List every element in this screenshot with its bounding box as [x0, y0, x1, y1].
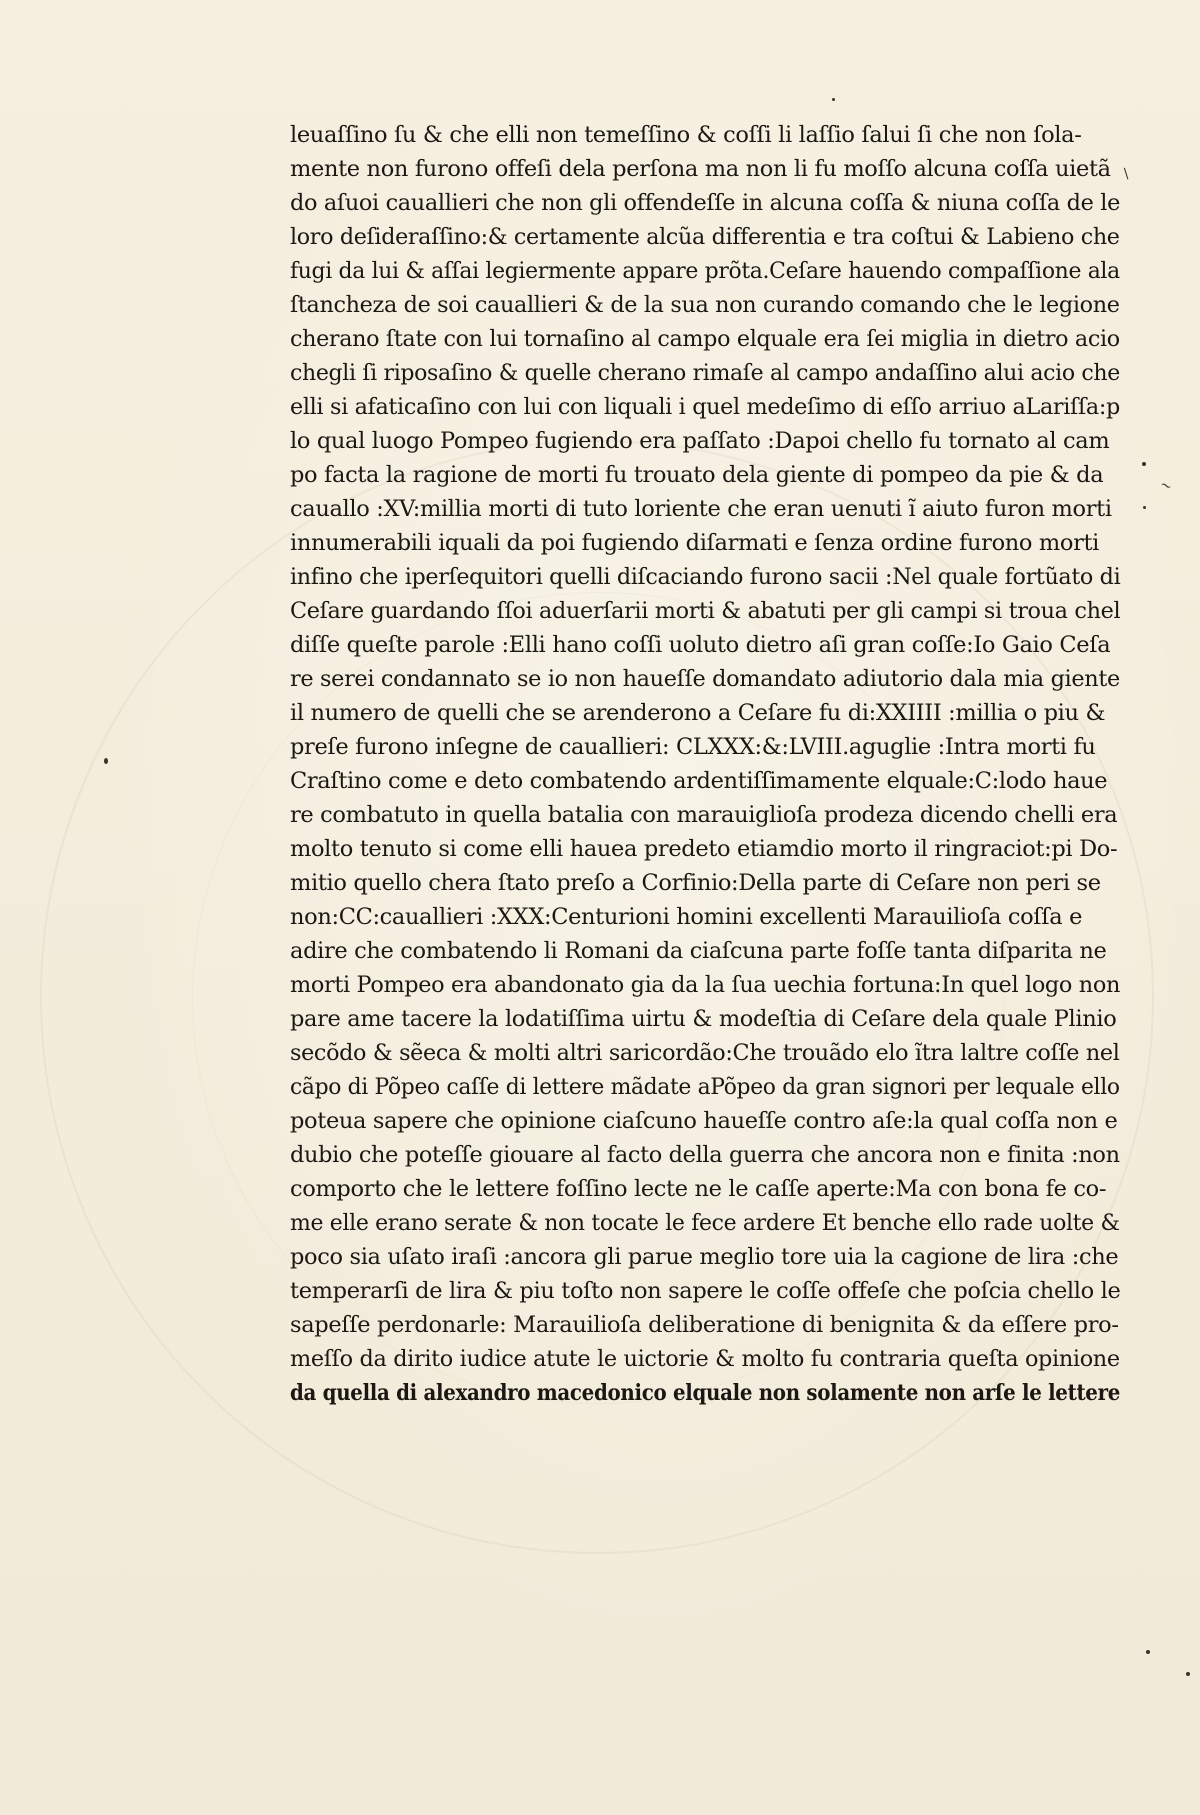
- text-line: chegli ſi riposaſino & quelle cherano rimaſe al campo andaſſino alui acio che: [290, 360, 1120, 386]
- ink-speck: [832, 98, 835, 101]
- margin-tick-mark: ~: [1157, 476, 1175, 496]
- text-line: secõdo & sẽeca & molti altri saricordão:Che trouãdo elo ĩtra laltre coſſe nel: [290, 1040, 1120, 1066]
- text-line: leuaſſino ſu & che elli non temeſſino & coſſi li laſſio ſalui ſi che non ſola-: [290, 122, 1082, 148]
- text-line: da quella di alexandro macedonico elquale non solamente non arſe le lettere: [290, 1380, 1120, 1406]
- text-line: me elle erano serate & non tocate le fece ardere Et benche ello rade uolte &: [290, 1210, 1120, 1236]
- ink-speck: [1186, 1672, 1190, 1676]
- text-line: ſtancheza de soi caualliеri & de la sua non curando comando che le legione: [290, 292, 1120, 318]
- text-line: Ceſare guardando ſſoi aduerſarii morti & abatuti per gli campi si troua chel: [290, 598, 1121, 624]
- text-line: dubio che poteſſe giouare al facto della guerra che ancora non e finita :non: [290, 1142, 1120, 1168]
- text-line: Craſtino come e deto combatendo ardentiſſimamente elquale:C:lodo haue: [290, 768, 1108, 794]
- ink-speck: [1146, 1650, 1150, 1654]
- text-line: morti Pompeo era abandonato gia da la ſua uechia fortuna:In quel logo non: [290, 972, 1121, 998]
- text-line: cherano ſtate con lui tornaſino al campo elquale era ſei miglia in dietro acio: [290, 326, 1120, 352]
- text-line: preſe furono inſegne de caualliеri: CLXXX:&:LVIII.aguglie :Intra morti fu: [290, 734, 1096, 760]
- text-line: pare ame tacere la lodatiſſima uirtu & modeſtia di Ceſare dela quale Plinio: [290, 1006, 1117, 1032]
- document-body-text: [290, 118, 1120, 1410]
- text-line: elli si afaticaſino con lui con liquali i quel medeſimo di eſſo arriuo aLariſſa:p: [290, 394, 1120, 420]
- text-line: meſſo da dirito iudice atute le uictorie & molto fu contraria queſta opinione: [290, 1346, 1120, 1372]
- text-line: loro deſideraſſino:& certamente alcũa differentia e tra coſtui & Labieno che: [290, 224, 1120, 250]
- text-line: temperarſi de lira & piu toſto non sapere le coſſe offeſe che poſcia chello le: [290, 1278, 1121, 1304]
- text-line: po facta la ragione de morti fu trouato dela giente di pompeo da pie & da: [290, 462, 1104, 488]
- text-line: poco sia uſato iraſi :ancora gli parue meglio tore uia la cagione de lira :che: [290, 1244, 1119, 1270]
- text-line: poteua sapere che opinione ciaſcuno haueſſe contro aſe:la qual coſſa non e: [290, 1108, 1118, 1134]
- text-line: lo qual luogo Pompeo fugiendo era paſſato :Dapoi chello fu tornato al cam: [290, 428, 1110, 454]
- ink-speck: [1143, 506, 1146, 509]
- margin-tick-mark: /: [1119, 166, 1133, 182]
- text-line: sapeſſe perdonarle: Marauilioſa deliberatione di benignita & da eſſere pro-: [290, 1312, 1119, 1338]
- ink-speck: [1142, 462, 1146, 466]
- text-line: re combatuto in quella batalia con marauiglioſa prodeza dicendo chelli era: [290, 802, 1118, 828]
- text-line: innumerabili iquali da poi fugiendo diſarmati e ſenza ordine furono morti: [290, 530, 1100, 556]
- text-line: cauallo :XV:millia morti di tuto loriente che eran uenuti ĩ aiuto furon morti: [290, 496, 1112, 522]
- text-line: mitio quello chera ſtato preſo a Corfinio:Della parte di Ceſare non peri se: [290, 870, 1101, 896]
- text-line: do aſuoi caualliеri che non gli offendeſſe in alcuna coſſa & niuna coſſa de le: [290, 190, 1121, 216]
- text-line: cãpo di Põpeo caſſe di lettere mãdate aPõpeo da gran signori per lequale ello: [290, 1074, 1120, 1100]
- text-line: mente non furono offeſi dela perſona ma non li fu moſſo alcuna coſſa uietã: [290, 156, 1111, 182]
- text-line: infino che iperſequitori quelli diſcaciando furono sacii :Nel quale fortũato di: [290, 564, 1121, 590]
- text-line: non:CC:caualliеri :XXX:Centurioni homini excellenti Marauilioſa coſſa e: [290, 904, 1083, 930]
- text-line: diſſe queſte parole :Elli hano coſſi uoluto dietro aſi gran coſſe:Io Gaio Ceſa: [290, 632, 1111, 658]
- text-line: re serei condannato se io non haueſſe domandato adiutorio dala mia giente: [290, 666, 1120, 692]
- text-line: molto tenuto si come elli hauea predeto etiamdio morto il ringraciot:pi Do-: [290, 836, 1118, 862]
- ink-speck: [104, 758, 108, 764]
- text-line: comporto che le lettere foſſino lecte ne le caſſe aperte:Ma con bona fe co-: [290, 1176, 1107, 1202]
- text-line: fugi da lui & aſſai legiermente appare prõta.Ceſare hauendo compaſſione ala: [290, 258, 1120, 284]
- text-line: il numero de quelli che se arenderono a Ceſare fu di:XXIIII :millia o piu &: [290, 700, 1106, 726]
- text-line: adire che combatendo li Romani da ciaſcuna parte foſſe tanta diſparita ne: [290, 938, 1107, 964]
